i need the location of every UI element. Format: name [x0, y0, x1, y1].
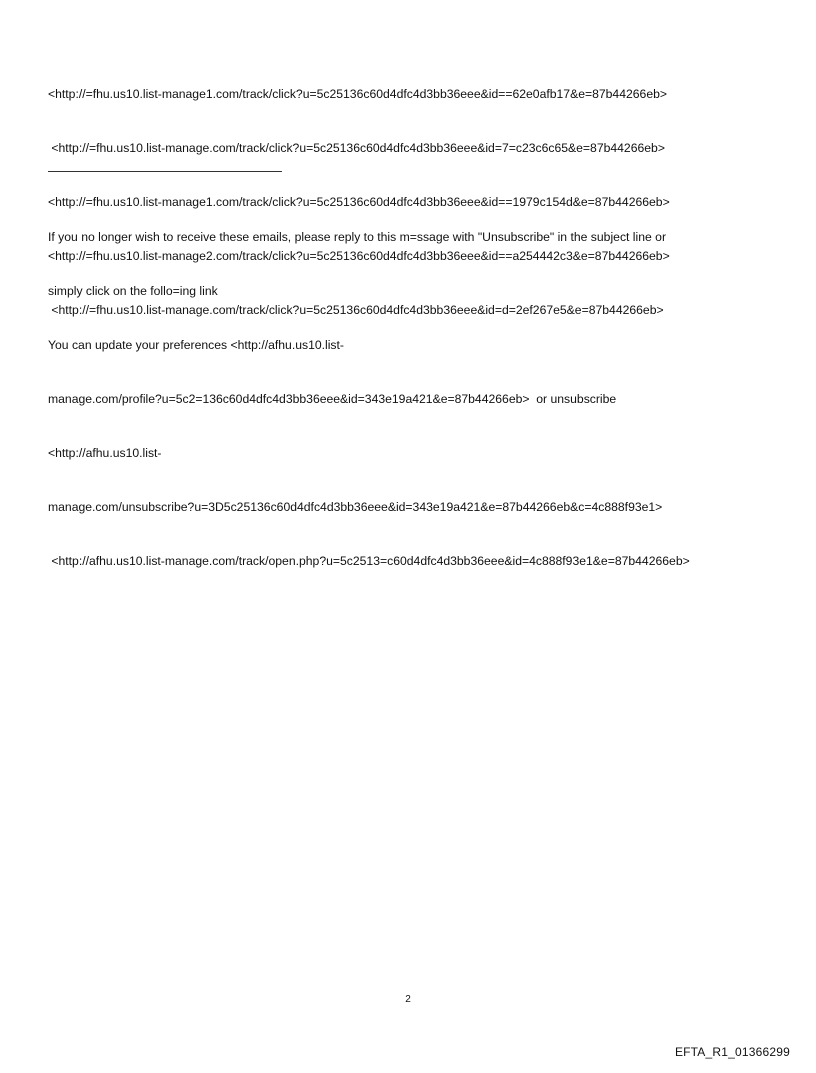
- preferences-line: You can update your preferences <http://afhu.us10.list-: [48, 338, 344, 352]
- unsubscribe-line: If you no longer wish to receive these emails, please reply to this m=ssage with "Unsubscribe" in the subject line or: [48, 230, 666, 244]
- tracking-link: <http://=fhu.us10.list-manage2.com/track/click?u=5c25136c60d4dfc4d3bb36eee&id==a254442c3&e=87b44266eb>: [48, 249, 670, 263]
- tracking-link: <http://=fhu.us10.list-manage.com/track/click?u=5c25136c60d4dfc4d3bb36eee&id=7=c23c6c65&e=87b44266eb>: [48, 141, 665, 155]
- page-number: 2: [405, 994, 411, 1005]
- document-id: EFTA_R1_01366299: [674, 1045, 790, 1059]
- tracking-link: <http://=fhu.us10.list-manage1.com/track/click?u=5c25136c60d4dfc4d3bb36eee&id==62e0afb17&e=87b44266eb>: [48, 87, 667, 101]
- open-tracking-link: <http://afhu.us10.list-manage.com/track/open.php?u=5c2513=c60d4dfc4d3bb36eee&id=4c888f93e1&e=87b44266eb>: [48, 554, 690, 568]
- tracking-link: <http://=fhu.us10.list-manage1.com/track/click?u=5c25136c60d4dfc4d3bb36eee&id==1979c154d&e=87b44266eb>: [48, 195, 670, 209]
- unsubscribe-link-line: manage.com/unsubscribe?u=3D5c25136c60d4dfc4d3bb36eee&id=343e19a421&e=87b44266eb&c=4c888f93e1>: [48, 500, 663, 514]
- tracking-link: <http://=fhu.us10.list-manage.com/track/click?u=5c25136c60d4dfc4d3bb36eee&id=d=2ef267e5&e=87b44266eb>: [48, 303, 664, 317]
- preferences-link-line: manage.com/profile?u=5c2=136c60d4dfc4d3bb36eee&id=343e19a421&e=87b44266eb> or unsubscribe: [48, 392, 617, 406]
- unsubscribe-line: simply click on the follo=ing link: [48, 284, 218, 298]
- unsubscribe-block: [48, 192, 788, 606]
- unsubscribe-link-line: <http://afhu.us10.list-: [48, 446, 162, 460]
- separator-line: [48, 171, 282, 172]
